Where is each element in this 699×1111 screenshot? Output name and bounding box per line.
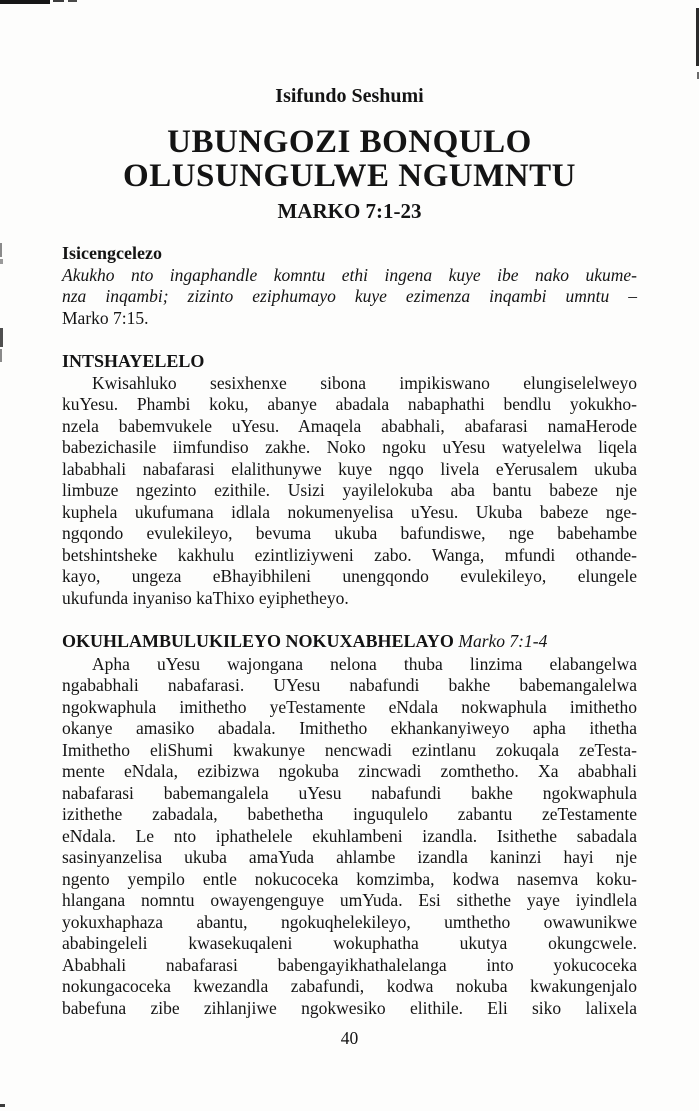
page-number: 40 bbox=[340, 1028, 359, 1048]
introduction-paragraph bbox=[62, 373, 637, 610]
introduction-section bbox=[62, 351, 637, 609]
scan-artifact-left-edge bbox=[0, 349, 2, 362]
section-heading-row bbox=[62, 631, 637, 653]
scan-artifact-left-edge bbox=[0, 259, 3, 264]
scan-artifact-left-edge bbox=[0, 243, 2, 257]
text-line: mente eNdala, ezibizwa ngokuba zincwadi zomthetho. Xa ababhali bbox=[62, 761, 637, 781]
text-line: ngokwaphula imithetho yeTestamente eNdala nokwaphula imithetho bbox=[62, 696, 637, 717]
memory-verse-heading: Isicengcelezo bbox=[62, 243, 162, 263]
text-line: nzela babemvukele uYesu. Amaqela ababhali, abafarasi namaHerode bbox=[62, 415, 637, 436]
lesson-number-heading: Isifundo Seshumi bbox=[275, 85, 424, 107]
section-scripture-ref: Marko 7:1-4 bbox=[458, 631, 548, 651]
text-line: ukufunda inyaniso kaThixo eyiphetheyo. bbox=[62, 587, 349, 608]
text-line: kuYesu. Phambi koku, abanye abadala nabaphathi bendlu yokukho- bbox=[62, 394, 637, 414]
text-line: yokuxhaphaza abantu, ngokuqhelekileyo, umthetho owawunikwe bbox=[62, 911, 637, 932]
memory-verse-reference: Marko 7:15. bbox=[62, 307, 149, 328]
text-line: Apha uYesu wajongana nelona thuba linzima elabangelwa bbox=[92, 653, 637, 674]
text-line: ababingeleli kwasekuqaleni wokuphatha ukutya okungcwele. bbox=[62, 933, 637, 953]
text-line: lababhali nabafarasi elalithunywe kuye ngqo livela eYerusalem ukuba bbox=[62, 458, 637, 479]
text-line: Ababhali nabafarasi babengayikhathalelanga into yokucoceka bbox=[62, 954, 637, 975]
commentary-section bbox=[62, 631, 637, 1019]
section-heading: OKUHLAMBULUKILEYO NOKUXABHELAYO bbox=[62, 631, 454, 651]
scan-artifact-top-bar bbox=[0, 0, 50, 4]
text-line: betshintsheke kakhulu ezintliziyweni zabo. Wanga, mfundi othande- bbox=[62, 544, 637, 565]
text-line: ngento yempilo entle nokucoceka komzimba, kodwa nasemva koku- bbox=[62, 868, 637, 889]
scan-artifact-bottom-edge bbox=[0, 1104, 5, 1107]
text-line: Kwisahluko sesixhenxe sibona impikiswano elungiselelweyo bbox=[92, 372, 637, 393]
lesson-title-line2: OLUSUNGULWE NGUMNTU bbox=[123, 158, 576, 194]
text-line: ngqondo evulekileyo, bevuma ukuba bafundiswe, nge babehambe bbox=[62, 523, 637, 543]
scan-artifact-left-edge bbox=[0, 328, 3, 347]
text-column bbox=[62, 0, 637, 1050]
memory-verse-block bbox=[62, 243, 637, 329]
text-line: okanye amasiko abadala. Imithetho ekhankanyiweyo apha ithetha bbox=[62, 718, 637, 738]
section-paragraph bbox=[62, 654, 637, 1020]
text-line: Akukho nto ingaphandle komntu ethi ingena kuye ibe nako ukume- bbox=[62, 264, 637, 285]
scripture-reference: MARKO 7:1-23 bbox=[277, 199, 422, 223]
text-line: nza inqambi; zizinto eziphumayo kuye ezimenza inqambi umntu – bbox=[62, 286, 637, 306]
text-line: nokungacoceka kwezandla zabafundi, kodwa nokuba kwakungenjalo bbox=[62, 976, 637, 996]
text-line: babezichasile iimfundiso zakhe. Noko ngoku uYesu watyelelwa liqela bbox=[62, 437, 637, 457]
lesson-title bbox=[62, 125, 637, 193]
text-line: kayo, ungeza eBhayibhileni unengqondo evulekileyo, elungele bbox=[62, 566, 637, 586]
text-line: limbuze ngezinto ezithile. Usizi yayilelokuba aba bantu babeze nje bbox=[62, 480, 637, 500]
text-line: izithethe zabadala, babethetha inguqulelo zabantu zeTestamente bbox=[62, 804, 637, 824]
text-line: babefuna zibe zihlanjiwe ngokwesiko elithile. Eli siko lalixela bbox=[62, 997, 637, 1018]
text-line: hlangana nomntu owayengenguye umYuda. Esi sithethe yaye iyindlela bbox=[62, 890, 637, 910]
lesson-title-line1: UBUNGOZI BONQULO bbox=[167, 124, 532, 160]
memory-verse-text bbox=[62, 265, 637, 308]
text-line: sasinyanzelisa ukuba amaYuda ahlambe izandla kaninzi hayi nje bbox=[62, 847, 637, 867]
text-line: kuphela ukufumana idlala nokumenyelisa uYesu. Ukuba babeze nge- bbox=[62, 501, 637, 522]
text-line: eNdala. Le nto iphathelele ekuhlambeni izandla. Isithethe sabadala bbox=[62, 825, 637, 846]
text-line: ngababhali nabafarasi. UYesu nabafundi bakhe babemangalelwa bbox=[62, 675, 637, 695]
text-line: nabafarasi babemangalela uYesu nabafundi bakhe ngokwaphula bbox=[62, 782, 637, 803]
introduction-heading: INTSHAYELELO bbox=[62, 351, 205, 371]
text-line: Imithetho eliShumi kwakunye nencwadi ezintlanu zokuqala zeTesta- bbox=[62, 739, 637, 760]
